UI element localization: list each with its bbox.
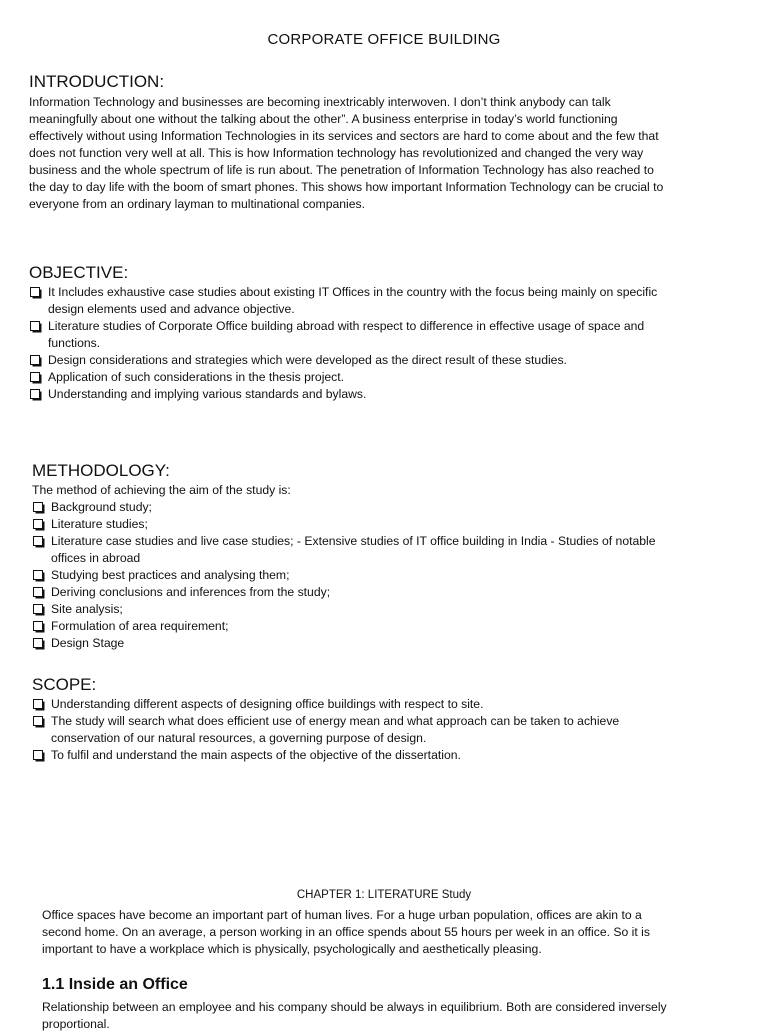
objective-list — [29, 284, 749, 403]
list-item: Literature studies of Corporate Office building abroad with respect to difference in effective usage of space and functions. — [29, 318, 749, 352]
scope-heading: SCOPE: — [32, 675, 97, 694]
checkbox-bullet-icon — [30, 372, 40, 382]
list-item: Understanding and implying various standards and bylaws. — [29, 386, 749, 403]
checkbox-bullet-icon — [33, 587, 43, 597]
checkbox-bullet-icon — [33, 699, 43, 709]
checkbox-bullet-icon — [30, 355, 40, 365]
checkbox-bullet-icon — [30, 287, 40, 297]
list-item: Formulation of area requirement; — [32, 618, 752, 635]
list-item: Design Stage — [32, 635, 752, 652]
introduction-line: business and the whole spectrum of life is run about. The penetration of Information Technology has also reached to — [29, 163, 654, 177]
section-line: Relationship between an employee and his company should be always in equilibrium. Both are considered inversely — [42, 1000, 667, 1014]
checkbox-bullet-icon — [30, 321, 40, 331]
list-item: Literature case studies and live case studies; - Extensive studies of IT office building in India - Studies of notable offices in abroad — [32, 533, 752, 567]
methodology-intro: The method of achieving the aim of the study is: — [32, 483, 291, 497]
chapter-paragraph — [42, 907, 757, 958]
introduction-line: effectively without using Information Technologies in its services and sectors are hard to come about and the few that — [29, 129, 659, 143]
checkbox-bullet-icon — [33, 638, 43, 648]
list-item: Application of such considerations in the thesis project. — [29, 369, 749, 386]
section-paragraph — [42, 999, 757, 1033]
chapter-line: important to have a workplace which is physically, psychologically and aesthetically pleasing. — [42, 942, 542, 956]
checkbox-bullet-icon — [33, 519, 43, 529]
introduction-line: everyone from an ordinary layman to multinational companies. — [29, 197, 366, 211]
chapter-line: second home. On an average, a person working in an office spends about 55 hours per week in an office. So it is — [42, 925, 650, 939]
list-item: Background study; — [32, 499, 752, 516]
checkbox-bullet-icon — [33, 621, 43, 631]
introduction-line: Information Technology and businesses are becoming inextricably interwoven. I don’t think anybody can talk — [29, 95, 611, 109]
list-item: Studying best practices and analysing them; — [32, 567, 752, 584]
checkbox-bullet-icon — [33, 502, 43, 512]
checkbox-bullet-icon — [33, 570, 43, 580]
checkbox-bullet-icon — [33, 536, 43, 546]
section-line: proportional. — [42, 1017, 110, 1031]
list-item: Deriving conclusions and inferences from the study; — [32, 584, 752, 601]
methodology-heading: METHODOLOGY: — [32, 461, 170, 480]
document-title: CORPORATE OFFICE BUILDING — [267, 31, 501, 48]
introduction-paragraph — [29, 94, 759, 213]
list-item: Design considerations and strategies which were developed as the direct result of these studies. — [29, 352, 749, 369]
checkbox-bullet-icon — [33, 716, 43, 726]
checkbox-bullet-icon — [33, 604, 43, 614]
list-item: To fulfil and understand the main aspects of the objective of the dissertation. — [32, 747, 752, 764]
introduction-line: meaningfully about one without the talking about the other”. A business enterprise in today’s world functioning — [29, 112, 618, 126]
scope-list — [32, 696, 752, 764]
introduction-heading: INTRODUCTION: — [29, 72, 165, 91]
list-item: Literature studies; — [32, 516, 752, 533]
introduction-line: does not function very well at all. This is how Information technology has revolutionized and changed the very way — [29, 146, 644, 160]
objective-heading: OBJECTIVE: — [29, 263, 129, 282]
list-item: Site analysis; — [32, 601, 752, 618]
list-item: It Includes exhaustive case studies about existing IT Offices in the country with the focus being mainly on specific design elements used and advance objective. — [29, 284, 749, 318]
introduction-line: the day to day life with the boom of smart phones. This shows how important Information Technology can be crucial to — [29, 180, 664, 194]
checkbox-bullet-icon — [30, 389, 40, 399]
methodology-list — [32, 499, 752, 652]
section-heading: 1.1 Inside an Office — [42, 976, 188, 993]
chapter-line: Office spaces have become an important part of human lives. For a huge urban population, offices are akin to a — [42, 908, 642, 922]
list-item: The study will search what does efficient use of energy mean and what approach can be taken to achieve conservation of our natural resources, a governing purpose of design. — [32, 713, 752, 747]
list-item: Understanding different aspects of designing office buildings with respect to site. — [32, 696, 752, 713]
chapter-title: CHAPTER 1: LITERATURE Study — [296, 889, 472, 901]
checkbox-bullet-icon — [33, 750, 43, 760]
